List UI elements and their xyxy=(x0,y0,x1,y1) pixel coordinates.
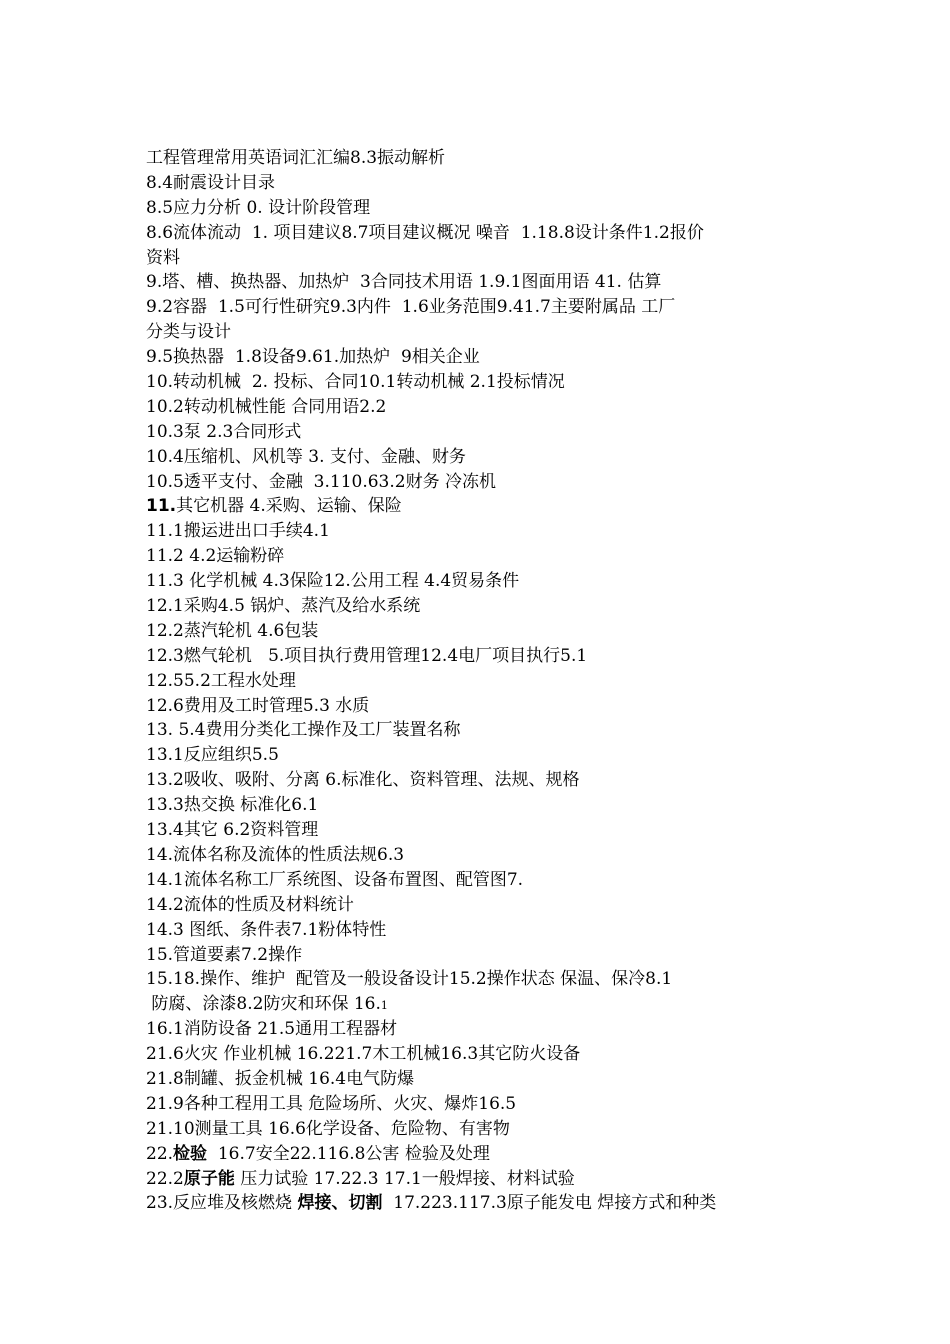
text-line: 12.2蒸汽轮机 4.6包装 xyxy=(146,620,319,641)
text-line: 11.3 化学机械 4.3保险12.公用工程 4.4贸易条件 xyxy=(146,571,520,592)
text-line: 9.塔、槽、换热器、加热炉 3合同技术用语 1.9.1图面用语 41. 估算 xyxy=(146,272,662,293)
text-line: 11.2 4.2运输粉碎 xyxy=(146,546,285,567)
text-line: 21.6火灾 作业机械 16.221.7木工机械16.3其它防火设备 xyxy=(146,1044,581,1065)
text-line: 14.3 图纸、条件表7.1粉体特性 xyxy=(146,919,387,940)
text-line: 8.5应力分析 0. 设计阶段管理 xyxy=(146,197,371,218)
bold-heading: 原子能 xyxy=(183,1168,235,1189)
text-line: 8.4耐震设计目录 xyxy=(146,172,276,193)
text-line: 16.1消防设备 21.5通用工程器材 xyxy=(146,1019,398,1040)
text-line: 12.3燃气轮机 5.项目执行费用管理12.4电厂项目执行5.1 xyxy=(146,645,588,666)
text-line xyxy=(146,1191,816,1216)
line-text: 防腐、涂漆8.2防灾和环保 16. xyxy=(146,994,381,1015)
text-line: 10.2转动机械性能 合同用语2.2 xyxy=(146,396,387,417)
text-line xyxy=(146,1167,816,1192)
text-line: 8.6流体流动 1. 项目建议8.7项目建议概况 噪音 1.18.8设计条件1.2报价 xyxy=(146,222,704,243)
text-line: 15.18.操作、维护 配管及一般设备设计15.2操作状态 保温、保冷8.1 xyxy=(146,969,673,990)
line-text: 22. xyxy=(146,1143,174,1164)
line-text: 23.反应堆及核燃烧 xyxy=(146,1193,298,1214)
text-line: 分类与设计 xyxy=(146,322,231,343)
bold-heading: 检验 xyxy=(173,1143,208,1164)
text-line: 12.1采购4.5 锅炉、蒸汽及给水系统 xyxy=(146,596,421,617)
line-text: 压力试验 17.22.3 17.1一般焊接、材料试验 xyxy=(234,1168,575,1189)
small-text: 1 xyxy=(380,999,388,1013)
text-line: 12.55.2工程水处理 xyxy=(146,670,296,691)
text-line: 21.8制罐、扳金机械 16.4电气防爆 xyxy=(146,1068,415,1089)
text-line: 10.5透平支付、金融 3.110.63.2财务 冷冻机 xyxy=(146,471,496,492)
text-line: 12.6费用及工时管理5.3 水质 xyxy=(146,695,370,716)
line-text: 22.2 xyxy=(146,1168,184,1189)
text-line: 21.9各种工程用工具 危险场所、火灾、爆炸16.5 xyxy=(146,1093,517,1114)
line-text: 17.223.117.3原子能发电 焊接方式和种类 xyxy=(382,1193,717,1214)
text-line: 15.管道要素7.2操作 xyxy=(146,944,303,965)
text-line: 14.1流体名称工厂系统图、设备布置图、配管图7. xyxy=(146,869,524,890)
text-line: 13.3热交换 标准化6.1 xyxy=(146,795,319,816)
text-line: 14.流体名称及流体的性质法规6.3 xyxy=(146,844,405,865)
text-line: 14.2流体的性质及材料统计 xyxy=(146,894,354,915)
text-line: 工程管理常用英语词汇汇编8.3振动解析 xyxy=(146,148,446,168)
text-line: 10.转动机械 2. 投标、合同10.1转动机械 2.1投标情况 xyxy=(146,372,565,393)
text-line xyxy=(146,1142,816,1167)
text-line: 13. 5.4费用分类化工操作及工厂装置名称 xyxy=(146,720,461,741)
line-text: 其它机器 4.采购、运输、保险 xyxy=(176,496,402,517)
bold-heading: 焊接、切割 xyxy=(297,1193,383,1214)
document-body xyxy=(146,146,816,1216)
text-line: 9.5换热器 1.8设备9.61.加热炉 9相关企业 xyxy=(146,347,480,368)
text-line: 13.1反应组织5.5 xyxy=(146,745,279,766)
section-number: 11. xyxy=(146,496,177,517)
text-line: 13.4其它 6.2资料管理 xyxy=(146,820,319,841)
text-line: 13.2吸收、吸附、分离 6.标准化、资料管理、法规、规格 xyxy=(146,770,580,791)
text-line xyxy=(146,494,816,519)
text-line: 21.10测量工具 16.6化学设备、危险物、有害物 xyxy=(146,1118,510,1139)
text-line xyxy=(146,992,816,1017)
text-line: 11.1搬运进出口手续4.1 xyxy=(146,521,330,542)
text-line: 10.3泵 2.3合同形式 xyxy=(146,421,302,442)
text-line: 资料 xyxy=(146,247,180,268)
line-text: 16.7安全22.116.8公害 检验及处理 xyxy=(207,1143,490,1164)
text-line: 9.2容器 1.5可行性研究9.3内件 1.6业务范围9.41.7主要附属品 工厂 xyxy=(146,297,676,318)
text-line: 10.4压缩机、风机等 3. 支付、金融、财务 xyxy=(146,446,466,467)
